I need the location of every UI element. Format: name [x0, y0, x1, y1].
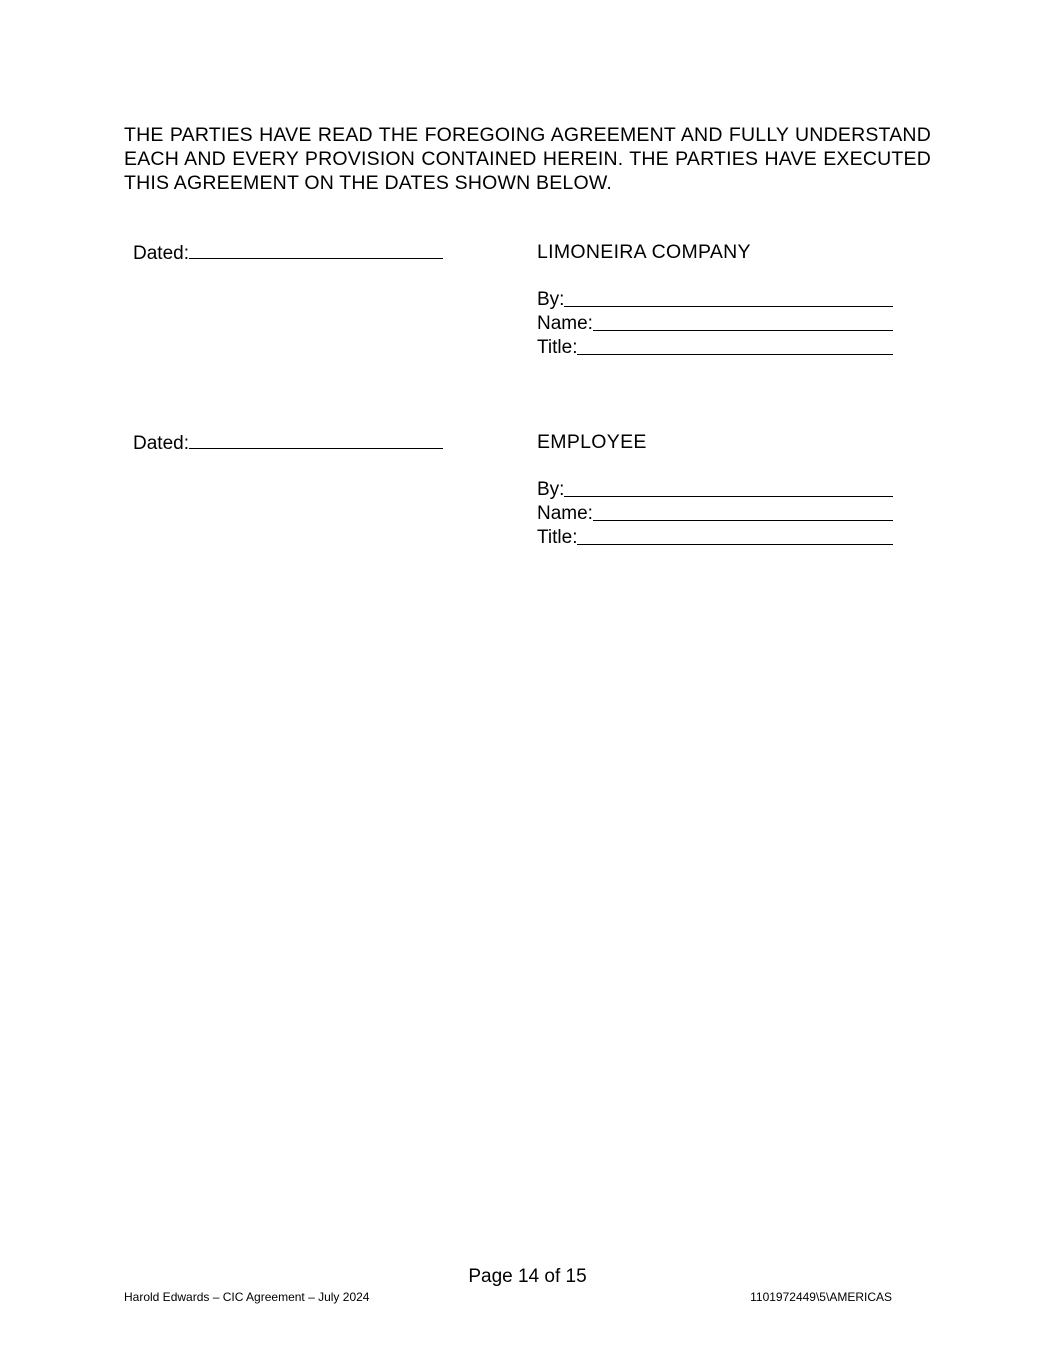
name-signature-line[interactable]	[593, 312, 893, 331]
dated-signature-line[interactable]	[189, 430, 443, 449]
name-label: Name:	[537, 313, 593, 334]
dated-field-employee[interactable]	[133, 430, 443, 456]
by-label: By:	[537, 479, 565, 500]
name-label: Name:	[537, 503, 593, 524]
by-label: By:	[537, 289, 565, 310]
title-field[interactable]	[537, 526, 893, 550]
by-field[interactable]	[537, 288, 893, 312]
title-signature-line[interactable]	[577, 526, 893, 545]
by-signature-line[interactable]	[564, 288, 893, 307]
party-name-employee: EMPLOYEE	[537, 431, 647, 453]
title-signature-line[interactable]	[577, 336, 893, 355]
acknowledgement-statement: THE PARTIES HAVE READ THE FOREGOING AGREEMENT AND FULLY UNDERSTAND EACH AND EVERY PROVISION CONTAINED HEREIN. THE PARTIES HAVE EXECUTED THIS AGREEMENT ON THE DATES SHOWN BELOW.	[124, 124, 931, 194]
name-field[interactable]	[537, 502, 893, 526]
dated-label: Dated:	[133, 243, 189, 264]
page-number: Page 14 of 15	[468, 1266, 587, 1287]
signature-block-company	[537, 288, 893, 360]
party-name-company: LIMONEIRA COMPANY	[537, 241, 751, 263]
title-label: Title:	[537, 527, 578, 548]
title-field[interactable]	[537, 336, 893, 360]
by-field[interactable]	[537, 478, 893, 502]
dated-field-company[interactable]	[133, 240, 443, 266]
name-field[interactable]	[537, 312, 893, 336]
by-signature-line[interactable]	[564, 478, 893, 497]
title-label: Title:	[537, 337, 578, 358]
dated-label: Dated:	[133, 433, 189, 454]
dated-signature-line[interactable]	[189, 240, 443, 259]
signature-block-employee	[537, 478, 893, 550]
footer-document-title: Harold Edwards – CIC Agreement – July 2024	[124, 1290, 370, 1304]
name-signature-line[interactable]	[593, 502, 893, 521]
footer-document-id: 1101972449\5\AMERICAS	[750, 1290, 892, 1304]
